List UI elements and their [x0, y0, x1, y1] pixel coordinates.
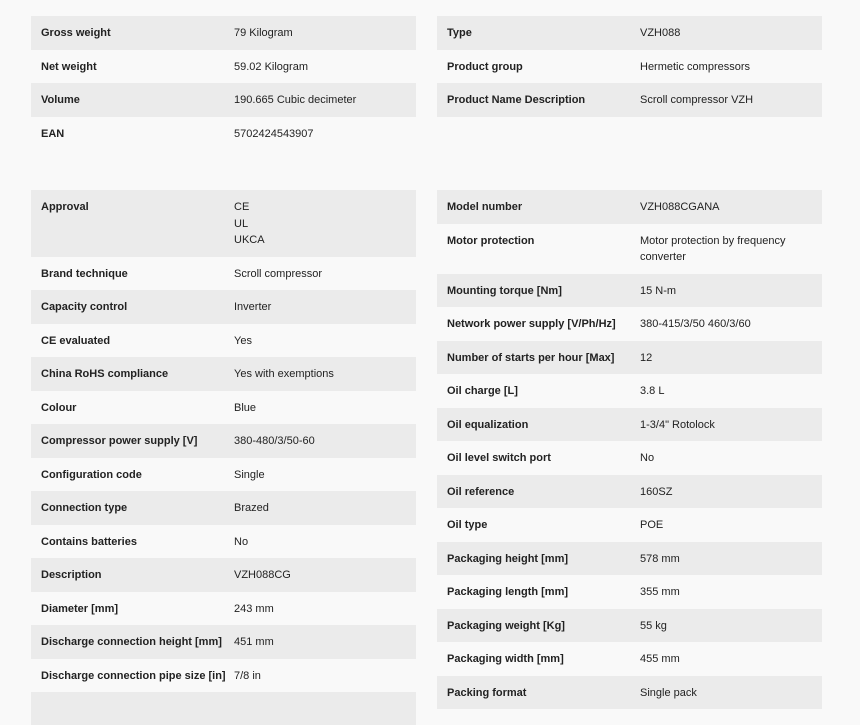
spec-label: Packing format — [447, 686, 527, 699]
spec-value-line: 5702424543907 — [234, 127, 314, 140]
spec-label: Gross weight — [41, 27, 111, 39]
spec-row — [31, 290, 416, 324]
spec-value-line: 243 mm — [234, 602, 274, 615]
spec-value — [234, 92, 416, 109]
spec-value — [234, 467, 416, 484]
spec-value — [234, 366, 416, 383]
spec-value — [234, 500, 416, 517]
spec-value — [234, 333, 416, 350]
spec-value — [640, 350, 822, 367]
spec-value-line: 7/8 in — [234, 669, 261, 682]
spec-row — [437, 274, 822, 308]
spec-value-line: Single pack — [640, 686, 697, 699]
spec-value-line: 380-415/3/50 460/3/60 — [640, 318, 751, 330]
spec-label: Net weight — [41, 60, 97, 73]
spec-value-line: 3.8 L — [640, 385, 665, 397]
spec-row — [31, 16, 416, 50]
spec-value-line: Yes — [234, 334, 252, 347]
spec-value — [234, 567, 416, 584]
spec-row — [437, 642, 822, 676]
spec-label: Packaging height [mm] — [447, 552, 569, 565]
spec-row — [31, 592, 416, 626]
spec-value-line: No — [234, 535, 249, 548]
spec-value-line: Single — [234, 468, 265, 481]
spec-value-line: 380-480/3/50-60 — [234, 435, 315, 447]
spec-value-line: VZH088CGANA — [640, 201, 720, 213]
spec-value — [640, 59, 822, 76]
spec-value-line: 451 mm — [234, 636, 274, 648]
spec-value-line: 578 mm — [640, 552, 680, 565]
spec-value — [234, 299, 416, 316]
spec-value-line: UL — [234, 217, 249, 230]
spec-row — [437, 441, 822, 475]
spec-value — [640, 283, 822, 300]
spec-value — [640, 584, 822, 601]
spec-label: Oil reference — [447, 485, 515, 498]
spec-row — [31, 424, 416, 458]
spec-label: Volume — [41, 94, 80, 106]
spec-value-line: Brazed — [234, 502, 269, 514]
spec-row — [31, 525, 416, 559]
spec-value — [234, 400, 416, 417]
spec-row — [437, 475, 822, 509]
spec-value-line: VZH088 — [640, 27, 681, 39]
spec-value-line: Inverter — [234, 301, 272, 313]
spec-value-line: 15 N-m — [640, 284, 677, 297]
spec-row — [437, 508, 822, 542]
spec-value — [640, 551, 822, 568]
spec-value-line: CE — [234, 201, 250, 213]
spec-row — [31, 458, 416, 492]
spec-value — [640, 199, 822, 216]
spec-value-line: 79 Kilogram — [234, 27, 293, 39]
spec-row — [31, 50, 416, 84]
spec-value-line: 1-3/4" Rotolock — [640, 418, 715, 431]
spec-row — [31, 625, 416, 659]
spec-table-general — [31, 16, 416, 150]
spec-value — [234, 433, 416, 450]
spec-value — [640, 417, 822, 434]
spec-row — [437, 676, 822, 710]
spec-row — [31, 324, 416, 358]
spec-value — [640, 618, 822, 635]
spec-table-product — [437, 16, 822, 117]
spec-value — [640, 316, 822, 333]
spec-value — [640, 383, 822, 400]
spec-label: Connection type — [41, 502, 128, 514]
spec-label: Packaging width [mm] — [447, 653, 564, 665]
spec-value-line: 355 mm — [640, 586, 680, 598]
spec-row — [31, 257, 416, 291]
spec-value-line: Blue — [234, 401, 257, 414]
spec-row — [437, 16, 822, 50]
spec-row — [31, 357, 416, 391]
spec-value — [234, 266, 416, 283]
spec-value — [234, 59, 416, 76]
spec-label: Oil equalization — [447, 418, 529, 431]
spec-label: Colour — [41, 401, 77, 414]
spec-label: Oil level switch port — [447, 452, 551, 464]
spec-value — [640, 517, 822, 534]
spec-table-technical-right — [437, 190, 822, 709]
spec-row — [437, 341, 822, 375]
spec-value-line: 55 kg — [640, 619, 667, 632]
spec-label: Discharge connection height [mm] — [41, 636, 222, 648]
spec-label: Approval — [41, 201, 89, 213]
spec-value — [640, 651, 822, 668]
spec-label: Packaging weight [Kg] — [447, 619, 565, 632]
spec-label: Motor protection — [447, 234, 535, 247]
spec-label: Capacity control — [41, 301, 128, 313]
spec-value-line: 12 — [640, 351, 653, 364]
spec-label: Description — [41, 569, 102, 581]
spec-value-line: Yes with exemptions — [234, 368, 334, 380]
spec-value-line: No — [640, 452, 655, 464]
spec-label: Model number — [447, 201, 523, 213]
spec-row — [437, 307, 822, 341]
spec-label: Oil charge [L] — [447, 385, 518, 397]
spec-label: Mounting torque [Nm] — [447, 284, 562, 297]
spec-row — [31, 558, 416, 592]
spec-value-line: UKCA — [234, 234, 265, 246]
spec-value — [640, 450, 822, 467]
spec-label: Number of starts per hour [Max] — [447, 351, 615, 364]
spec-row — [31, 117, 416, 151]
spec-label: Configuration code — [41, 468, 142, 481]
spec-value — [234, 668, 416, 685]
spec-label: Product group — [447, 60, 523, 73]
spec-value — [234, 534, 416, 551]
spec-row — [437, 408, 822, 442]
spec-row — [437, 83, 822, 117]
spec-row — [31, 190, 416, 257]
spec-value — [234, 25, 416, 42]
spec-row — [437, 609, 822, 643]
spec-label: EAN — [41, 127, 65, 140]
spec-value-line: Hermetic compressors — [640, 60, 751, 73]
spec-row — [437, 374, 822, 408]
spec-row — [31, 391, 416, 425]
spec-row — [31, 659, 416, 693]
spec-row — [31, 692, 416, 725]
spec-value — [640, 92, 822, 109]
spec-label: Contains batteries — [41, 535, 137, 548]
spec-row — [437, 190, 822, 224]
spec-label: Diameter [mm] — [41, 602, 119, 615]
spec-value — [640, 685, 822, 702]
spec-value — [640, 484, 822, 501]
spec-table-technical-left — [31, 190, 416, 725]
spec-row — [437, 542, 822, 576]
spec-value — [234, 634, 416, 651]
spec-label: Compressor power supply [V] — [41, 435, 198, 447]
spec-value-line: Scroll compressor VZH — [640, 94, 754, 106]
spec-row — [31, 491, 416, 525]
spec-value-line: 455 mm — [640, 653, 680, 665]
spec-value — [640, 25, 822, 42]
spec-row — [437, 224, 822, 274]
spec-label: China RoHS compliance — [41, 368, 169, 380]
spec-value — [234, 126, 416, 143]
spec-value-line: Motor protection by frequency converter — [640, 234, 786, 263]
spec-label: Discharge connection pipe size [in] — [41, 669, 226, 682]
spec-row — [31, 83, 416, 117]
spec-label: Packaging length [mm] — [447, 586, 569, 598]
spec-label: Network power supply [V/Ph/Hz] — [447, 318, 616, 330]
spec-value-line: Scroll compressor — [234, 267, 323, 280]
spec-value — [234, 601, 416, 618]
spec-label: Oil type — [447, 519, 488, 531]
spec-label: CE evaluated — [41, 334, 111, 347]
spec-row — [437, 575, 822, 609]
spec-value-line: 190.665 Cubic decimeter — [234, 94, 357, 106]
spec-value-line: 59.02 Kilogram — [234, 60, 308, 73]
spec-label: Brand technique — [41, 267, 128, 280]
spec-value-line: VZH088CG — [234, 569, 291, 581]
spec-row — [437, 50, 822, 84]
spec-value-line: POE — [640, 519, 664, 531]
spec-label: Product Name Description — [447, 94, 586, 106]
spec-label: Type — [447, 27, 472, 39]
spec-value — [640, 233, 822, 266]
spec-value — [234, 199, 416, 249]
spec-value-line: 160SZ — [640, 485, 673, 498]
